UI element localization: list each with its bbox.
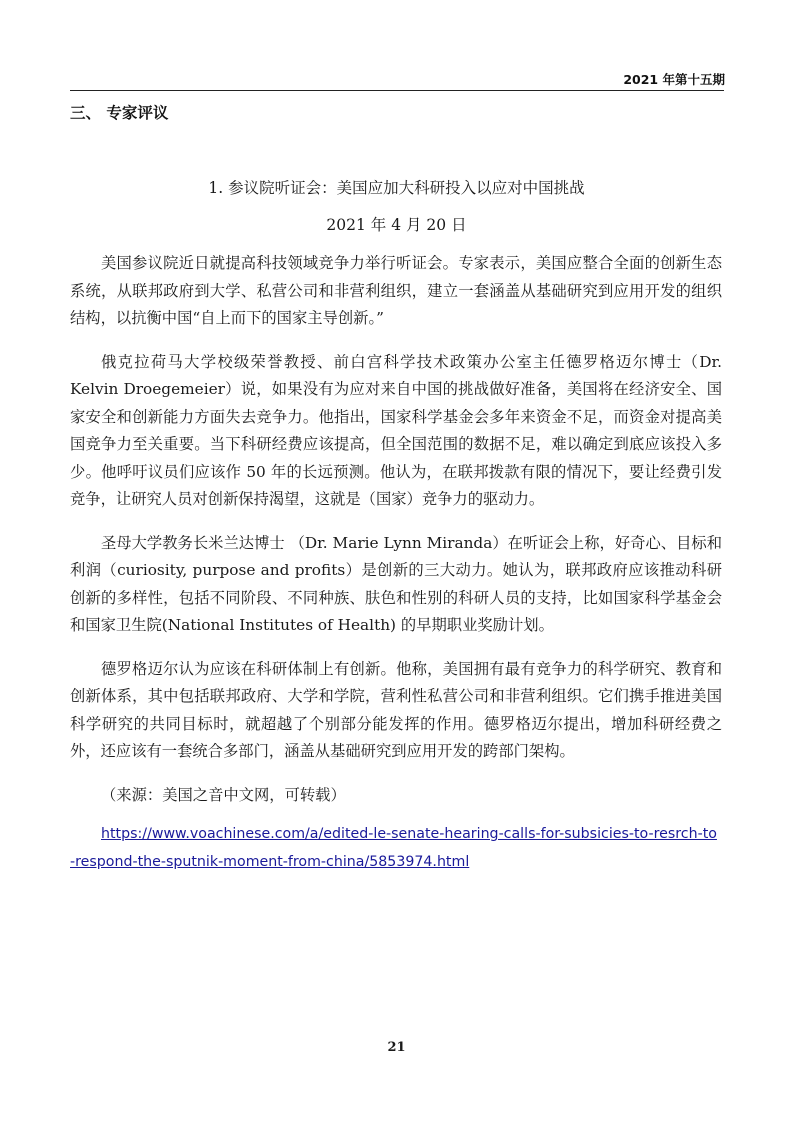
header-divider	[70, 90, 724, 91]
page-number: 21	[387, 1040, 406, 1055]
paragraph-4: 德罗格迈尔认为应该在科研体制上有创新。他称，美国拥有最有竞争力的科学研究、教育和创新体系，其中包括联邦政府、大学和学院，营利性私营公司和非营利组织。它们携手推进美国科学研究的共同目标时，就超越了个别部分能发挥的作用。德罗格迈尔提出，增加科研经费之外，还应该有一套统合多部门，涵盖从基础研究到应用开发的跨部门架构。	[70, 659, 722, 760]
source-link[interactable]: https://www.voachinese.com/a/edited-le-senate-hearing-calls-for-subsicies-to-resrch-to-respond-the-sputnik-moment-from-china/5853974.html	[70, 826, 717, 870]
article-body	[70, 250, 722, 876]
section-heading: 三、 专家评议	[70, 104, 169, 122]
article-date: 2021 年 4 月 20 日	[326, 216, 467, 234]
article-title: 1. 参议院听证会：美国应加大科研投入以应对中国挑战	[208, 179, 585, 197]
paragraph-2: 俄克拉荷马大学校级荣誉教授、前白宫科学技术政策办公室主任德罗格迈尔博士（Dr. Kelvin Droegemeier）说，如果没有为应对来自中国的挑战做好准备，美国将在经济安全、国家安全和创新能力方面失去竞争力。他指出，国家科学基金会多年来资金不足，而资金对提高美国竞争力至关重要。当下科研经费应该提高，但全国范围的数据不足，难以确定到底应该投入多少。他呼吁议员们应该作 50 年的长远预测。他认为，在联邦拨款有限的情况下，要让经费引发竞争，让研究人员对创新保持渴望，这就是（国家）竞争力的驱动力。	[70, 352, 722, 508]
paragraph-1: 美国参议院近日就提高科技领域竞争力举行听证会。专家表示，美国应整合全面的创新生态系统，从联邦政府到大学、私营公司和非营利组织，建立一套涵盖从基础研究到应用开发的组织结构，以抗衡中国“自上而下的国家主导创新。”	[70, 254, 722, 327]
source-note: （来源：美国之音中文网，可转载）	[101, 785, 346, 804]
issue-label: 2021 年第十五期	[623, 72, 725, 87]
paragraph-3: 圣母大学教务长米兰达博士 （Dr. Marie Lynn Miranda）在听证会上称，好奇心、目标和利润（curiosity, purpose and profits）是创新的三大动力。她认为，联邦政府应该推动科研创新的多样性，包括不同阶段、不同种族、肤色和性别的科研人员的支持，比如国家科学基金会和国家卫生院(National Institutes of Health) 的早期职业奖励计划。	[70, 533, 722, 634]
